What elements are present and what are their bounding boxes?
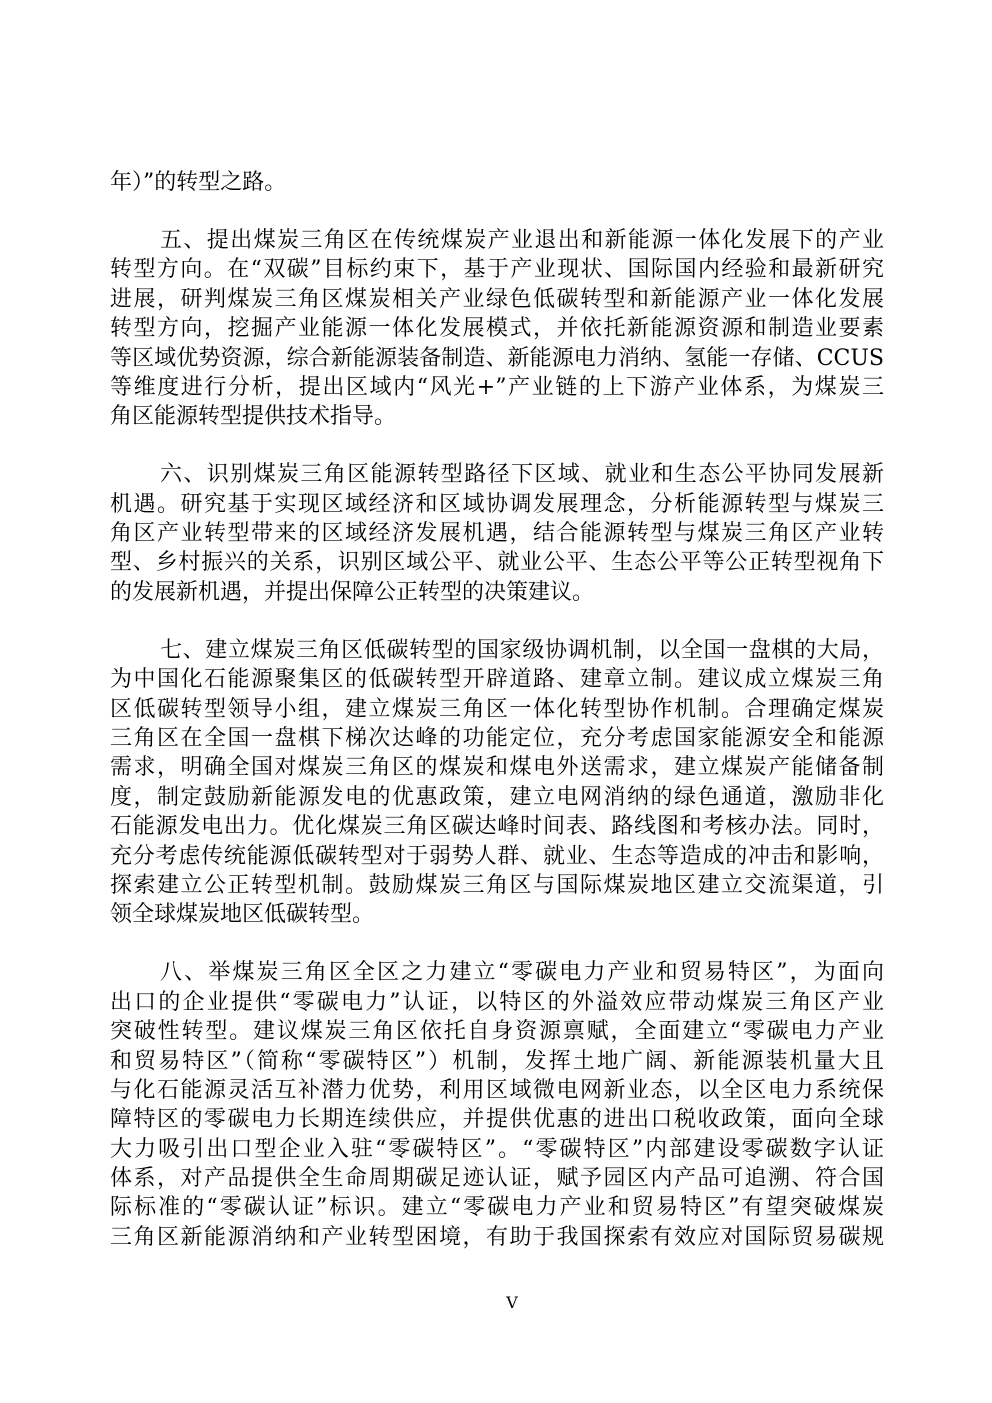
text-line: 充分考虑传统能源低碳转型对于弱势人群、就业、生态等造成的冲击和影响， [110,843,884,869]
text-line: 突破性转型。建议煤炭三角区依托自身资源禀赋，全面建立“零碳电力产业 [110,1019,884,1045]
text-line: 进展，研判煤炭三角区煤炭相关产业绿色低碳转型和新能源产业一体化发展 [110,286,884,312]
text-line: 等区域优势资源，综合新能源装备制造、新能源电力消纳、氢能一存储、CCUS [110,345,884,371]
text-line: 需求，明确全国对煤炭三角区的煤炭和煤电外送需求，建立煤炭产能储备制 [110,755,884,781]
paragraph-continued [110,168,884,197]
text-line: 七、建立煤炭三角区低碳转型的国家级协调机制，以全国一盘棋的大局， [160,637,884,663]
text-line: 八、举煤炭三角区全区之力建立“零碳电力产业和贸易特区”，为面向 [160,960,884,986]
text-line: 等维度进行分析，提出区域内“风光+”产业链的上下游产业体系，为煤炭三 [110,374,884,400]
text-line: 机遇。研究基于实现区域经济和区域协调发展理念，分析能源转型与煤炭三 [110,491,884,517]
text-line: 角区产业转型带来的区域经济发展机遇，结合能源转型与煤炭三角区产业转 [110,521,884,547]
text-line: 体系，对产品提供全生命周期碳足迹认证，赋予园区内产品可追溯、符合国 [110,1166,884,1192]
text-line: 为中国化石能源聚集区的低碳转型开辟道路、建章立制。建议成立煤炭三角 [110,667,884,693]
paragraph-8 [110,958,884,1252]
text-line: 五、提出煤炭三角区在传统煤炭产业退出和新能源一体化发展下的产业 [160,227,884,253]
text-line: 障特区的零碳电力长期连续供应，并提供优惠的进出口税收政策，面向全球 [110,1107,884,1133]
text-line: 转型方向，挖掘产业能源一体化发展模式，并依托新能源资源和制造业要素 [110,316,884,342]
text-line: 出口的企业提供“零碳电力”认证，以特区的外溢效应带动煤炭三角区产业 [110,989,884,1015]
text-line: 三角区新能源消纳和产业转型困境，有助于我国探索有效应对国际贸易碳规 [110,1224,884,1250]
page-number: V [506,1293,518,1312]
text-line: 际标准的“零碳认证”标识。建立“零碳电力产业和贸易特区”有望突破煤炭 [110,1195,884,1221]
text-line: 年）”的转型之路。 [110,170,287,195]
text-line: 区低碳转型领导小组，建立煤炭三角区一体化转型协作机制。合理确定煤炭 [110,696,884,722]
text-line: 大力吸引出口型企业入驻“零碳特区”。“零碳特区”内部建设零碳数字认证 [110,1136,884,1162]
paragraph-6 [110,460,884,607]
text-line: 与化石能源灵活互补潜力优势，利用区域微电网新业态，以全区电力系统保 [110,1077,884,1103]
text-line: 三角区在全国一盘棋下梯次达峰的功能定位，充分考虑国家能源安全和能源 [110,726,884,752]
body-text [110,168,884,1252]
text-line: 探索建立公正转型机制。鼓励煤炭三角区与国际煤炭地区建立交流渠道，引 [110,872,884,898]
text-line: 型、乡村振兴的关系，识别区域公平、就业公平、生态公平等公正转型视角下 [110,550,884,576]
text-line: 转型方向。在“双碳”目标约束下，基于产业现状、国际国内经验和最新研究 [110,257,884,283]
text-line: 度，制定鼓励新能源发电的优惠政策，建立电网消纳的绿色通道，激励非化 [110,784,884,810]
paragraph-5 [110,226,884,432]
text-line: 角区能源转型提供技术指导。 [110,404,397,430]
text-line: 领全球煤炭地区低碳转型。 [110,902,375,928]
text-line: 和贸易特区”（简称“零碳特区”）机制，发挥土地广阔、新能源装机量大且 [110,1048,884,1074]
paragraph-7 [110,636,884,930]
text-line: 石能源发电出力。优化煤炭三角区碳达峰时间表、路线图和考核办法。同时， [110,814,884,840]
text-line: 的发展新机遇，并提出保障公正转型的决策建议。 [110,579,595,605]
text-line: 六、识别煤炭三角区能源转型路径下区域、就业和生态公平协同发展新 [160,462,884,488]
